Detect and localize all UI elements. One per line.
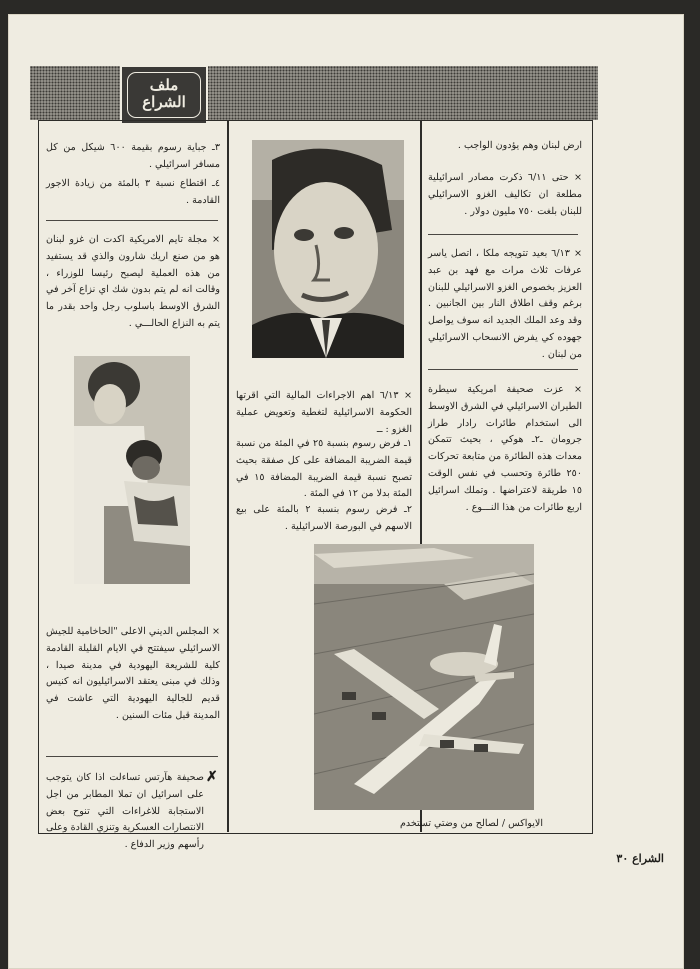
photo-caption: الايواكس / لصالح من وضتي تستخدم: [400, 818, 543, 829]
article-continuation: ارض لبنان وهم يؤدون الواجب .: [457, 140, 582, 151]
hospital-photo: [74, 356, 190, 584]
article-measure-1: ١ـ فرض رسوم بنسبة ٢٥ في المئة من نسبة قيمة الضريبة المضافة على كل صفقة بحيث تصبح نسبة قيمة الضريبة المضافة ١٥ في المئة بدلا من ١٢ في المئة .: [236, 438, 413, 500]
section-header-band: [30, 66, 598, 120]
article-measure-4: ٤ـ اقتطاع نسبة ٣ بالمئة من زيادة الاجور القادمة .: [46, 178, 220, 206]
article-financial-measures: × ٦/١٣ اهم الاجراءات المالية التي اقرتها الحكومة الاسرائيلية لتغطية وتعويض عملية الغزو : ــ: [236, 390, 412, 435]
article-war-costs: × حتى ٦/١١ ذكرت مصادر اسرائيلية مطلعة ان تكاليف الغزو الاسرائيلي للبنان بلغت ٧٥٠ مليون دولار .: [428, 172, 582, 217]
divider: [428, 234, 578, 235]
article-haaretz: صحيفة هآرتس تساءلت اذا كان يتوجب على اسرائيل ان تملا المطابر من اجل الاستجابة للاغراءات التي تنوح بعض الانتصارات العسكرية وتنزي القادة وعلى رأسهم وزير الدفاع .: [46, 772, 204, 851]
article-time-magazine: × مجلة تايم الامريكية اكدت ان غزو لبنان هو من صنع اريك شارون والذي قد يستفيد من هذه العملية ليصبح رئيسا للوزراء ، وقالت انه لم يتم بدون شك اي نزاع آخر في الشرق الاوسط باسلوب رجل واحد بقدر ما يتم به النزاع الحالـــي .: [46, 234, 220, 329]
divider: [46, 220, 218, 221]
logo-line-1: ملف: [149, 76, 179, 94]
article-arafat-fahd: × ٦/١٣ بعيد تتويجه ملكا ، اتصل ياسر عرفات ثلاث مرات مع فهد بن عبد العزيز بخصوص الغزو الاسرائيلي للبنان برغم وقف اطلاق النار بين الجانبين . وقد وعد الملك الجديد انه سوف يواصل جهوده كي يفرض الانسحاب الاسرائيلي من لبنان .: [428, 248, 582, 360]
logo-line-2: الشراع: [142, 93, 186, 111]
logo-text: [127, 72, 201, 118]
article-measure-3: ٣ـ جباية رسوم بقيمة ٦٠٠ شيكل من كل مسافر اسرائيلي .: [46, 142, 220, 170]
x-mark-icon: ✗: [206, 769, 218, 785]
article-rabbinate: × المجلس الديني الاعلى "الحاخامية للجيش الاسرائيلي سيفتتح في الايام القليلة القادمة كلية للشريعة اليهودية في مدينة صيدا ، وذلك في مبنى يعتقد الاسرائيليون انه كنيس قديم للجالية اليهودية التي عاشت في المدينة قبل مئات السنين .: [46, 626, 220, 721]
divider: [428, 369, 578, 370]
article-radar-planes: × عزت صحيفة امريكية سيطرة الطيران الاسرائيلي في الشرق الاوسط الى استخدام طائرات رادار طراز جرومان ـ٢ـ هوكي ، بحيث تتمكن معدات هذه الطائرة من متابعة تحركات ٢٥٠ طائرة وتحسب في نفس الوقت ١٥ طريقة لاعتراضها . وتملك اسرائيل اربع طائرات من هذا النـــوع .: [428, 384, 583, 513]
portrait-photo: [252, 140, 404, 358]
awacs-photo-image: [314, 544, 534, 810]
hospital-photo-image: [74, 356, 190, 584]
article-measure-2: ٢ـ فرض رسوم بنسبة ٢ بالمئة على بيع الاسهم في البورصة الاسرائيلية .: [236, 504, 413, 532]
awacs-photo: [314, 544, 534, 810]
column-separator-left: [227, 120, 229, 832]
portrait-photo-image: [252, 140, 404, 358]
section-logo: [120, 65, 208, 125]
divider: [46, 756, 218, 757]
page-footer: الشراع ٣٠: [616, 852, 664, 865]
